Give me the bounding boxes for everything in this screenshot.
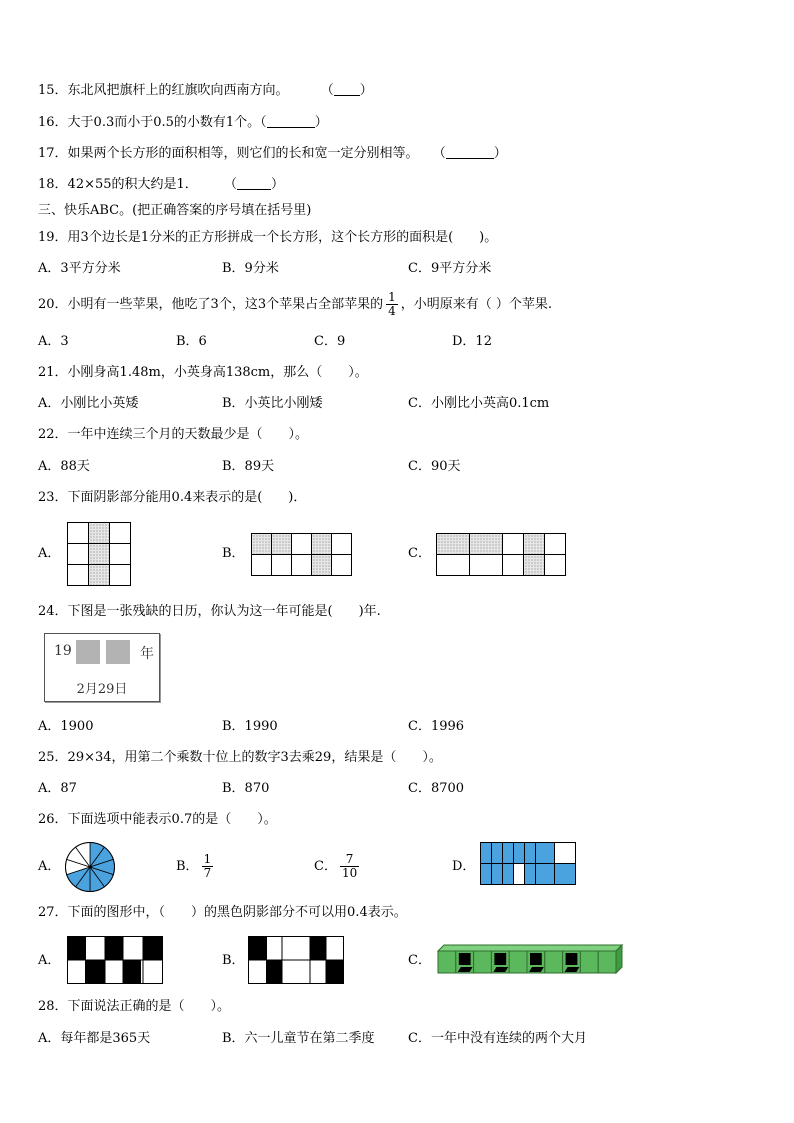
fraction: $\frac{1}{7}$ xyxy=(203,852,212,880)
calendar-date: 2月29日 xyxy=(76,682,128,697)
fraction: $\frac{1}{4}$ xyxy=(388,290,396,318)
option-c[interactable]: C．9 xyxy=(314,334,346,349)
question-25: 25．29×34，用第二个乘数十位上的数字3去乘29，结果是（ ）。 xyxy=(38,750,442,765)
black-blocks-b xyxy=(248,936,344,984)
question-21: 21．小刚身高1.48m，小英身高138cm，那么（ ）。 xyxy=(38,365,368,380)
option-c[interactable]: C．1996 xyxy=(408,719,465,734)
fraction: $\frac{7}{10}$ xyxy=(341,852,358,880)
question-28: 28．下面说法正确的是（ ）。 xyxy=(38,999,231,1014)
question-24: 24．下图是一张残缺的日历，你认为这一年可能是( )年. xyxy=(38,604,381,619)
question-23: 23．下面阴影部分能用0.4来表示的是( )． xyxy=(38,490,307,505)
black-cube-mark xyxy=(459,953,471,965)
cube-face xyxy=(474,951,492,973)
cube-face xyxy=(580,951,598,973)
question-27: 27．下面的图形中，（ ）的黑色阴影部分不可以用0.4表示。 xyxy=(38,905,407,920)
option-a[interactable]: A． xyxy=(38,859,61,874)
black-cube-mark xyxy=(530,953,542,965)
option-c[interactable]: C．9平方分米 xyxy=(408,261,492,276)
torn-calendar xyxy=(44,633,160,702)
option-c[interactable]: C．90天 xyxy=(408,459,461,474)
cube-face xyxy=(545,951,563,973)
cube-face xyxy=(438,951,456,973)
question-22: 22．一年中连续三个月的天数最少是（ ）。 xyxy=(38,427,309,442)
option-b[interactable]: B． xyxy=(222,546,245,561)
option-c[interactable]: C．8700 xyxy=(408,781,465,796)
option-d[interactable]: D．12 xyxy=(452,334,492,349)
option-a[interactable]: A． xyxy=(38,953,61,968)
option-b[interactable]: B．870 xyxy=(222,781,270,796)
option-b[interactable]: B．小英比小刚矮 xyxy=(222,396,323,411)
option-c[interactable]: C． $\frac{7}{10}$ xyxy=(314,852,358,880)
black-cube-mark xyxy=(566,953,578,965)
cube-faces xyxy=(438,951,616,973)
option-b[interactable]: B． $\frac{1}{7}$ xyxy=(176,852,212,880)
missing-digit-box xyxy=(76,640,100,664)
option-a[interactable]: A．每年都是365天 xyxy=(38,1031,151,1046)
section-heading: 三、快乐ABC。(把正确答案的序号填在括号里) xyxy=(38,203,312,218)
option-a[interactable]: A．3平方分米 xyxy=(38,261,121,276)
question-17: 17．如果两个长方形的面积相等，则它们的长和宽一定分别相等。 （ ） xyxy=(38,146,507,161)
option-a[interactable]: A．87 xyxy=(38,781,77,796)
calendar-year-suffix: 年 xyxy=(140,646,154,662)
question-15: 15．东北风把旗杆上的红旗吹向西南方向。 （ ） xyxy=(38,83,373,98)
cube-face xyxy=(509,951,527,973)
option-a[interactable]: A．3 xyxy=(38,334,69,349)
calendar-year-prefix: 19 xyxy=(54,643,72,659)
option-b[interactable]: B．6 xyxy=(176,334,207,349)
question-26: 26．下面选项中能表示0.7的是（ ）。 xyxy=(38,812,277,827)
question-16: 16．大于0.3而小于0.5的小数有1个。（ ） xyxy=(38,115,328,130)
option-c[interactable]: C． xyxy=(408,953,431,968)
answer-blank[interactable] xyxy=(446,146,494,159)
cube-face xyxy=(598,951,616,973)
answer-blank[interactable] xyxy=(267,115,315,128)
answer-blank[interactable] xyxy=(237,177,271,190)
green-cube-strip xyxy=(434,943,624,975)
grid-2x7-blue xyxy=(480,842,576,885)
grid-3x3 xyxy=(67,522,131,586)
black-cube-mark xyxy=(494,953,506,965)
option-a[interactable]: A．1900 xyxy=(38,719,94,734)
option-c[interactable]: C．小刚比小英高0.1cm xyxy=(408,396,550,411)
option-b[interactable]: B．1990 xyxy=(222,719,278,734)
black-blocks-a xyxy=(67,936,163,984)
option-a[interactable]: A．小刚比小英矮 xyxy=(38,396,139,411)
option-d[interactable]: D． xyxy=(452,859,476,874)
option-a[interactable]: A．88天 xyxy=(38,459,90,474)
option-a[interactable]: A． xyxy=(38,546,61,561)
grid-2x5-wide xyxy=(436,533,566,576)
option-b[interactable]: B．89天 xyxy=(222,459,275,474)
option-b[interactable]: B． xyxy=(222,953,245,968)
grid-2x5 xyxy=(251,533,352,576)
question-19: 19．用3个边长是1分米的正方形拼成一个长方形，这个长方形的面积是( )。 xyxy=(38,230,498,245)
option-b[interactable]: B．六一儿童节在第二季度 xyxy=(222,1031,375,1046)
option-c[interactable]: C． xyxy=(408,546,431,561)
option-c[interactable]: C．一年中没有连续的两个大月 xyxy=(408,1031,587,1046)
answer-blank[interactable] xyxy=(334,83,360,96)
missing-digit-box xyxy=(106,640,130,664)
option-b[interactable]: B．9分米 xyxy=(222,261,279,276)
question-18: 18．42×55的积大约是1． （ ） xyxy=(38,177,284,192)
pie-circle-figure xyxy=(64,841,116,893)
question-20: 20．小明有一些苹果，他吃了3个，这3个苹果占全部苹果的 $\frac{1}{4}$ ，小明原来有（ ）个苹果. xyxy=(38,290,552,318)
